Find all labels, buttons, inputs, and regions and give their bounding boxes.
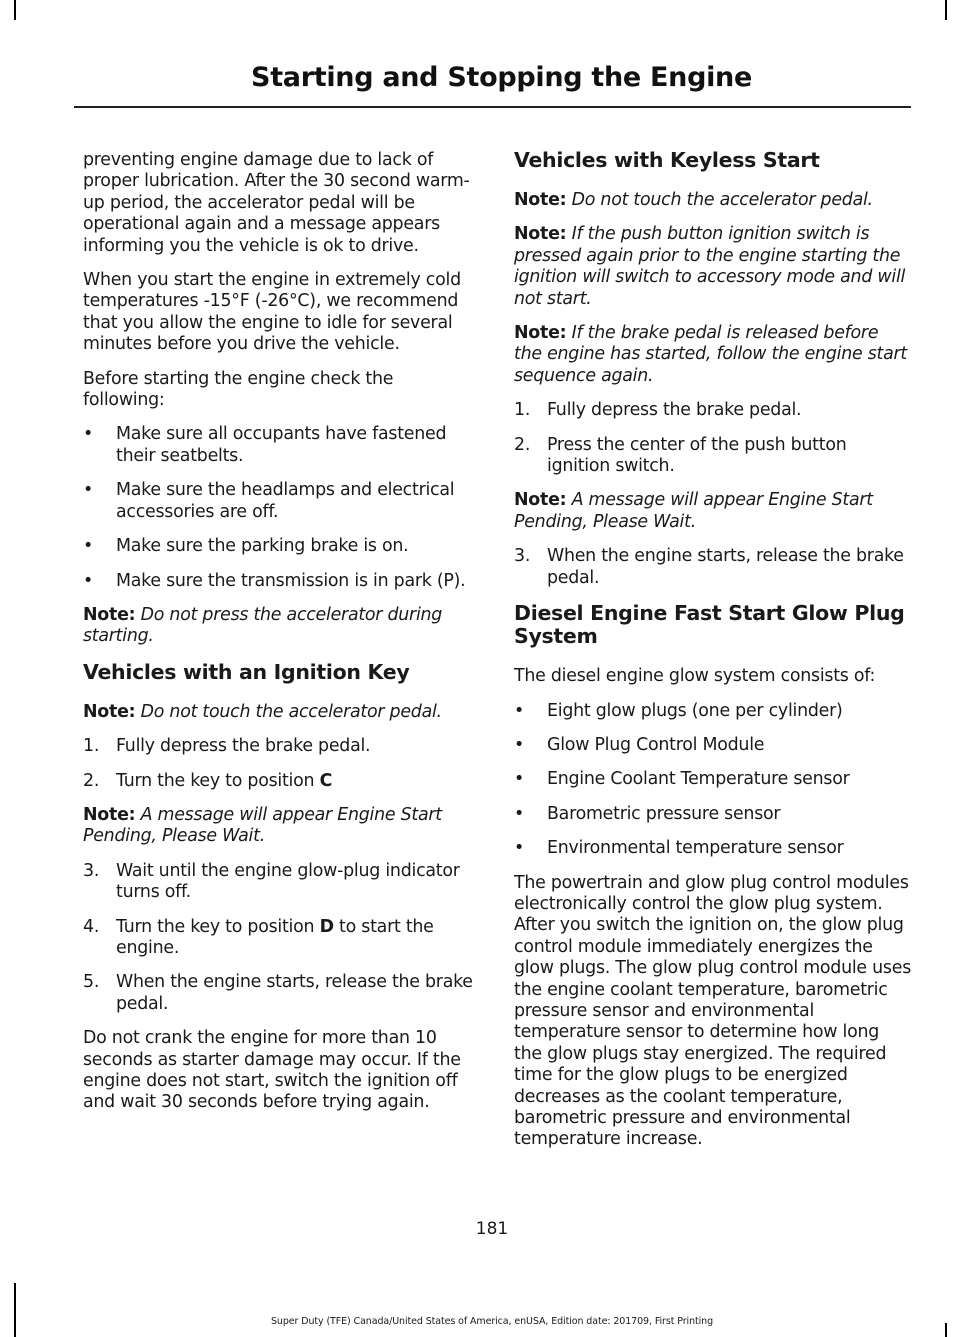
list-item: • Make sure the transmission is in park (P). <box>83 570 466 591</box>
list-item: • Eight glow plugs (one per cylinder) <box>514 700 843 721</box>
step-item: 1. Fully depress the brake pedal. <box>83 736 371 757</box>
paragraph-powertrain: The powertrain and glow plug control modules electronically control the glow plug system. After you switch the ignition on, the glow plug control module immediately energizes the glow plugs. The glow plug control module uses the engine coolant temperature, barometric pressure sensor and environmental temperature sensor to determine how long the glow plugs stay energized. The required time for the glow plugs to be energized decreases as the coolant temperature, barometric pressure and environmental temperature increase. <box>514 872 912 1150</box>
bullet: • <box>514 803 525 824</box>
list-item: • Make sure the parking brake is on. <box>83 536 409 557</box>
note-accelerator: Note: Do not touch the accelerator pedal. <box>514 190 873 210</box>
header-divider <box>74 106 911 108</box>
step-item: 2. Press the center of the push button ignition switch. <box>514 434 847 477</box>
paragraph-glow-system-consists: The diesel engine glow system consists of: <box>514 666 876 687</box>
step-item: 3. When the engine starts, release the brake pedal. <box>514 546 904 588</box>
step-item: 1. Fully depress the brake pedal. <box>514 400 802 421</box>
bullet: • <box>514 700 525 721</box>
note-brake-released: Note: If the brake pedal is released before the engine has started, follow the engine start sequence again. <box>514 323 907 386</box>
crop-mark-top-left <box>14 0 16 20</box>
step-item: 2. Turn the key to position C <box>83 770 333 791</box>
heading-keyless-start: Vehicles with Keyless Start <box>514 148 820 172</box>
note-engine-start-pending: Note: A message will appear Engine Start Pending, Please Wait. <box>514 490 873 532</box>
bullet: • <box>83 480 94 501</box>
bullet: • <box>83 536 94 557</box>
left-column <box>83 150 478 1127</box>
crop-mark-bottom-left <box>14 1283 16 1337</box>
right-column <box>514 150 911 1164</box>
paragraph-lubrication: preventing engine damage due to lack of proper lubrication. After the 30 second warm-up period, the accelerator pedal will be operational again and a message appears informing you the vehicle is ok to drive. <box>83 150 470 256</box>
paragraph-cold-temperatures: When you start the engine in extremely cold temperatures -15°F (-26°C), we recommend that you allow the engine to idle for several minutes before you drive the vehicle. <box>83 270 461 355</box>
note-push-button: Note: If the push button ignition switch is pressed again prior to the engine starting the ignition will switch to accessory mode and will not start. <box>514 224 906 309</box>
heading-glow-plug-system: Diesel Engine Fast Start Glow Plug System <box>514 601 905 649</box>
step-item: 4. Turn the key to position D to start the engine. <box>83 916 434 958</box>
footer-edition-info: Super Duty (TFE) Canada/United States of America, enUSA, Edition date: 201709, First Printing <box>270 1316 714 1327</box>
list-item: • Engine Coolant Temperature sensor <box>514 769 850 790</box>
note-engine-start-pending: Note: A message will appear Engine Start Pending, Please Wait. <box>83 804 442 847</box>
bullet: • <box>514 838 525 859</box>
crop-mark-bottom-right <box>945 1323 947 1337</box>
note-accelerator: Note: Do not touch the accelerator pedal. <box>83 701 442 722</box>
heading-ignition-key: Vehicles with an Ignition Key <box>83 659 410 684</box>
page-title: Starting and Stopping the Engine <box>251 62 752 93</box>
note-accelerator-starting: Note: Do not press the accelerator during starting. <box>83 604 443 647</box>
crop-mark-top-right <box>945 0 947 20</box>
bullet: • <box>514 734 525 755</box>
list-item: • Make sure the headlamps and electrical accessories are off. <box>83 480 455 522</box>
paragraph-cranking: Do not crank the engine for more than 10 seconds as starter damage may occur. If the engine does not start, switch the ignition off and wait 30 seconds before trying again. <box>83 1028 461 1113</box>
step-item: 5. When the engine starts, release the brake pedal. <box>83 972 473 1014</box>
glow-components-list <box>514 701 911 860</box>
list-item: • Barometric pressure sensor <box>514 803 781 824</box>
bullet: • <box>83 424 94 445</box>
list-item: • Environmental temperature sensor <box>514 838 844 859</box>
list-item: • Make sure all occupants have fastened their seatbelts. <box>83 424 447 466</box>
bullet: • <box>514 769 525 790</box>
list-item: • Glow Plug Control Module <box>514 734 765 755</box>
page-number: 181 <box>475 1219 509 1239</box>
checklist <box>83 424 478 591</box>
step-item: 3. Wait until the engine glow-plug indicator turns off. <box>83 860 460 903</box>
paragraph-before-starting: Before starting the engine check the following: <box>83 368 394 411</box>
bullet: • <box>83 570 94 591</box>
